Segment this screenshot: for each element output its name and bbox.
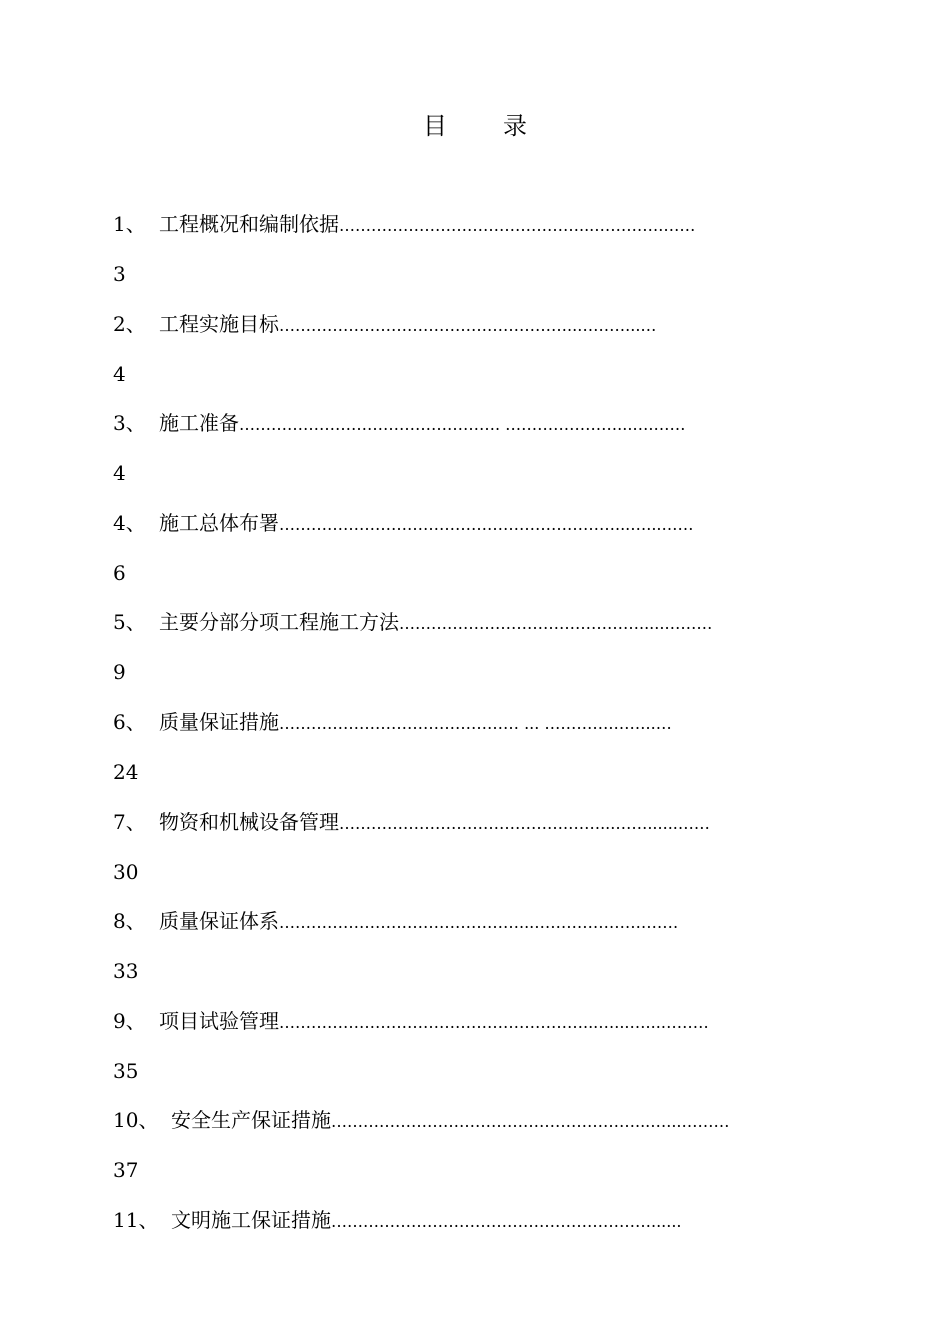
- toc-number: 7、: [113, 809, 146, 834]
- toc-title: 主要分部分项工程施工方法: [159, 610, 399, 635]
- toc-title: 施工总体布署: [159, 510, 279, 535]
- title-char-2: 录: [503, 112, 527, 140]
- toc-number: 4、: [113, 510, 146, 535]
- toc-entry-3[interactable]: [113, 405, 837, 505]
- toc-title: 安全生产保证措施: [171, 1108, 331, 1133]
- toc-page-number: 4: [113, 361, 126, 386]
- toc-page-number: 33: [113, 959, 139, 984]
- toc-page-number: 4: [113, 461, 126, 486]
- toc-entry-6[interactable]: [113, 704, 837, 804]
- toc-leader-dots: …………………………………………………...…...…...………: [279, 1012, 709, 1032]
- toc-title: 质量保证体系: [159, 909, 279, 934]
- toc-page-number: 6: [113, 560, 126, 585]
- toc-entry-10[interactable]: [113, 1102, 837, 1202]
- toc-title: 施工准备: [159, 411, 239, 436]
- toc-title: 物资和机械设备管理: [159, 809, 339, 834]
- toc-leader-dots: ………………………………………………………...…...……: [279, 514, 694, 534]
- toc-page-number: 3: [113, 262, 126, 286]
- toc-title: 项目试验管理: [159, 1008, 279, 1033]
- toc-line: [113, 1102, 837, 1138]
- toc-line: [113, 604, 837, 640]
- toc-line: [113, 1003, 837, 1039]
- toc-line: [113, 405, 837, 441]
- toc-line: [113, 306, 837, 342]
- toc-leader-dots: ……………………………………………………......: [331, 1211, 682, 1231]
- toc-title: 工程实施目标: [159, 311, 279, 336]
- toc-title: 文明施工保证措施: [171, 1207, 331, 1232]
- table-of-contents: [113, 206, 837, 1302]
- toc-entry-9[interactable]: [113, 1003, 837, 1103]
- toc-number: 2、: [113, 311, 146, 336]
- toc-title: 质量保证措施: [159, 709, 279, 734]
- toc-number: 9、: [113, 1008, 146, 1033]
- toc-entry-2[interactable]: [113, 306, 837, 406]
- toc-entry-1[interactable]: [113, 206, 837, 306]
- toc-number: 1、: [113, 212, 146, 236]
- toc-line: [113, 704, 837, 740]
- toc-line: [113, 1202, 837, 1238]
- toc-leader-dots: ……………………………………… ... ………….……..…: [279, 713, 672, 733]
- toc-number: 11、: [113, 1207, 159, 1232]
- toc-line: [113, 903, 837, 939]
- toc-number: 6、: [113, 709, 146, 734]
- toc-leader-dots: ………………………………………...………….……: [339, 216, 696, 235]
- toc-entry-11[interactable]: [113, 1202, 837, 1302]
- toc-page-number: 37: [113, 1158, 139, 1183]
- toc-page-number: 30: [113, 859, 139, 884]
- toc-entry-5[interactable]: [113, 604, 837, 704]
- toc-leader-dots: …………………………………….……...……......……: [339, 813, 710, 833]
- toc-number: 8、: [113, 909, 146, 934]
- toc-line: [113, 505, 837, 541]
- toc-page-number: 9: [113, 660, 126, 685]
- toc-page-number: 24: [113, 759, 139, 784]
- toc-entry-4[interactable]: [113, 505, 837, 605]
- toc-line: [113, 206, 837, 242]
- toc-leader-dots: ………………………………………...………………………: [279, 913, 679, 933]
- page-title: [0, 108, 950, 144]
- toc-entry-8[interactable]: [113, 903, 837, 1003]
- toc-number: 3、: [113, 411, 146, 436]
- toc-title: 工程概况和编制依据: [159, 212, 339, 236]
- title-char-1: 目: [423, 112, 447, 140]
- toc-number: 10、: [113, 1108, 159, 1133]
- toc-entry-7[interactable]: [113, 804, 837, 904]
- toc-number: 5、: [113, 610, 146, 635]
- toc-leader-dots: …………………………………………………...…...………: [331, 1112, 730, 1132]
- toc-leader-dots: ……………………………………….....………: [399, 614, 713, 634]
- toc-line: [113, 804, 837, 840]
- toc-page-number: 35: [113, 1058, 139, 1083]
- toc-leader-dots: …………………………………………. …………………...….……: [239, 415, 686, 435]
- toc-leader-dots: ………………………………………………..………...…: [279, 315, 657, 335]
